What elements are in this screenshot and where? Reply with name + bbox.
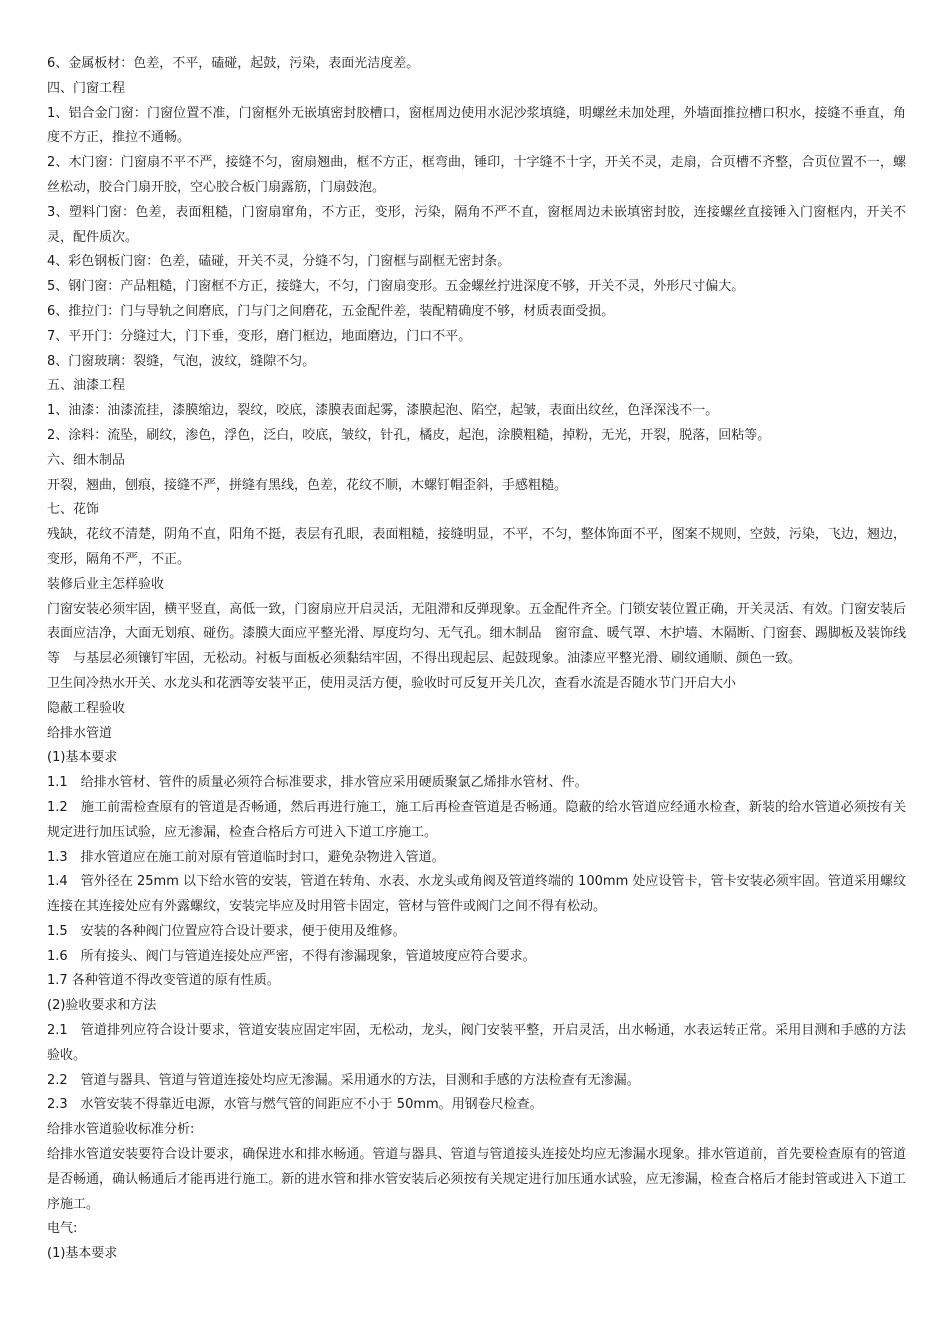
paragraph: 1.7 各种管道不得改变管道的原有性质。 — [47, 973, 280, 989]
paragraph: 6、推拉门：门与导轨之间磨底，门与门之间磨花，五金配件差，装配精确度不够，材质表面受损。 — [47, 303, 615, 319]
paragraph: 1.5 安装的各种阀门位置应符合设计要求，便于使用及维修。 — [47, 923, 406, 939]
paragraph: 门窗安装必须牢固，横平竖直，高低一致，门窗扇应开启灵活，无阻滞和反弹现象。五金配件齐全。门锁安装位置正确，开关灵活、有效。门窗安装后表面应洁净，大面无划痕、碰伤。漆膜大面应平整光滑、厚度均匀、无气孔。细木制品 窗帘盒、暖气罩、木护墙、木隔断、门窗套、踢脚板及装饰线等 与基层必须镶钉牢固，无松动。衬板与面板必须黏结牢固，不得出现起层、起鼓现象。油漆应平整光滑、刷纹通顺、颜色一致。 — [47, 601, 906, 667]
paragraph: 6、金属板材：色差，不平，磕碰，起鼓，污染，表面光洁度差。 — [47, 56, 420, 71]
paragraph: 1、油漆：油漆流挂，漆膜缩边，裂纹，咬底，漆膜表面起雾，漆膜起泡、陷空，起皱，表面出纹丝，色泽深浅不一。 — [47, 403, 719, 419]
paragraph: 7、平开门：分缝过大，门下垂，变形，磨门框边，地面磨边，门口不平。 — [47, 328, 472, 344]
section-heading: 七、花饰 — [47, 502, 100, 518]
paragraph: 5、钢门窗：产品粗糙，门窗框不方正，接缝大，不匀，门窗扇变形。五金螺丝拧进深度不够，开关不灵，外形尺寸偏大。 — [47, 279, 745, 295]
paragraph: 1.3 排水管道应在施工前对原有管道临时封口，避免杂物进入管道。 — [47, 849, 445, 865]
paragraph: 2.1 管道排列应符合设计要求，管道安装应固定牢固，无松动，龙头，阀门安装平整，开启灵活，出水畅通，水表运转正常。采用目测和手感的方法验收。 — [47, 1023, 906, 1063]
paragraph: 残缺，花纹不清楚，阴角不直，阳角不挺，表层有孔眼，表面粗糙，接缝明显，不平，不匀，整体饰面不平，图案不规则，空鼓，污染，飞边，翘边，变形，隔角不严，不正。 — [47, 527, 906, 567]
subsection-heading: (2)验收要求和方法 — [47, 998, 157, 1014]
paragraph: 2、涂料：流坠，刷纹，渗色，浮色，泛白，咬底，皱纹，针孔，橘皮，起泡，涂膜粗糙，掉粉，无光，开裂，脱落，回粘等。 — [47, 427, 771, 443]
paragraph: 1、铝合金门窗：门窗位置不准，门窗框外无嵌填密封胶槽口，窗框周边使用水泥沙浆填缝，明螺丝未加处理，外墙面推拉槽口积水，接缝不垂直，角度不方正，推拉不通畅。 — [47, 105, 906, 146]
paragraph: 1.1 给排水管材、管件的质量必须符合标准要求，排水管应采用硬质聚氯乙烯排水管材、件。 — [47, 775, 588, 791]
paragraph: 2.2 管道与器具、管道与管道连接处均应无渗漏。采用通水的方法，目测和手感的方法检查有无渗漏。 — [47, 1072, 640, 1088]
section-heading: 装修后业主怎样验收 — [47, 576, 165, 592]
section-heading: 给排水管道 — [47, 725, 113, 741]
paragraph: 开裂，翘曲，刨痕，接缝不严，拼缝有黑线，色差，花纹不顺，木螺钉帽歪斜，手感粗糙。 — [47, 477, 568, 493]
paragraph: 8、门窗玻璃：裂缝，气泡，波纹，缝隙不匀。 — [47, 353, 316, 369]
paragraph: 1.2 施工前需检查原有的管道是否畅通，然后再进行施工，施工后再检查管道是否畅通。隐蔽的给水管道应经通水检查，新装的给水管道必须按有关规定进行加压试验，应无渗漏，检查合格后方可进入下道工序施工。 — [47, 799, 906, 840]
paragraph: 1.6 所有接头、阀门与管道连接处应严密，不得有渗漏现象，管道坡度应符合要求。 — [47, 948, 536, 964]
section-heading: 六、细木制品 — [47, 452, 126, 468]
paragraph: 卫生间冷热水开关、水龙头和花洒等安装平正，使用灵活方便，验收时可反复开关几次，查看水流是否随水节门开启大小 — [47, 675, 737, 691]
paragraph: 给排水管道安装要符合设计要求，确保进水和排水畅通。管道与器具、管道与管道接头连接处均应无渗漏水现象。排水管道前，首先要检查原有的管道是否畅通，确认畅通后才能再进行施工。新的进水管和排水管安装后必须按有关规定进行加压通水试验，应无渗漏，检查合格后才能封管或进入下道工序施工。 — [47, 1147, 906, 1212]
section-heading: 五、油漆工程 — [47, 378, 126, 394]
section-heading: 四、门窗工程 — [47, 80, 126, 96]
subsection-heading: (1)基本要求 — [47, 1246, 118, 1262]
section-heading: 电气: — [47, 1221, 78, 1237]
paragraph: 3、塑料门窗：色差，表面粗糙，门窗扇窜角，不方正，变形，污染，隔角不严不直，窗框周边未嵌填密封胶，连接螺丝直接锤入门窗框内，开关不灵，配件质次。 — [47, 204, 906, 245]
subsection-heading: (1)基本要求 — [47, 750, 118, 766]
paragraph: 2、木门窗：门窗扇不平不严，接缝不匀，窗扇翘曲，框不方正，框弯曲，锤印，十字缝不十字，开关不灵，走扇，合页槽不齐整，合页位置不一，螺丝松动，胶合门扇开胶，空心胶合板门扇露筋，门扇鼓泡。 — [47, 155, 906, 195]
paragraph: 2.3 水管安装不得靠近电源，水管与燃气管的间距应不小于 50mm。用钢卷尺检查。 — [47, 1097, 543, 1113]
section-heading: 隐蔽工程验收 — [47, 700, 126, 716]
paragraph: 1.4 管外径在 25mm 以下给水管的安装，管道在转角、水表、水龙头或角阀及管道终端的 100mm 处应设管卡，管卡安装必须牢固。管道采用螺纹连接在其连接处应有外露螺纹，安装完毕应及时用管卡固定，管材与管件或阀门之间不得有松动。 — [47, 874, 906, 915]
paragraph: 4、彩色钢板门窗：色差，磕碰，开关不灵，分缝不匀，门窗框与副框无密封条。 — [47, 254, 511, 270]
section-heading: 给排水管道验收标准分析: — [47, 1122, 195, 1138]
